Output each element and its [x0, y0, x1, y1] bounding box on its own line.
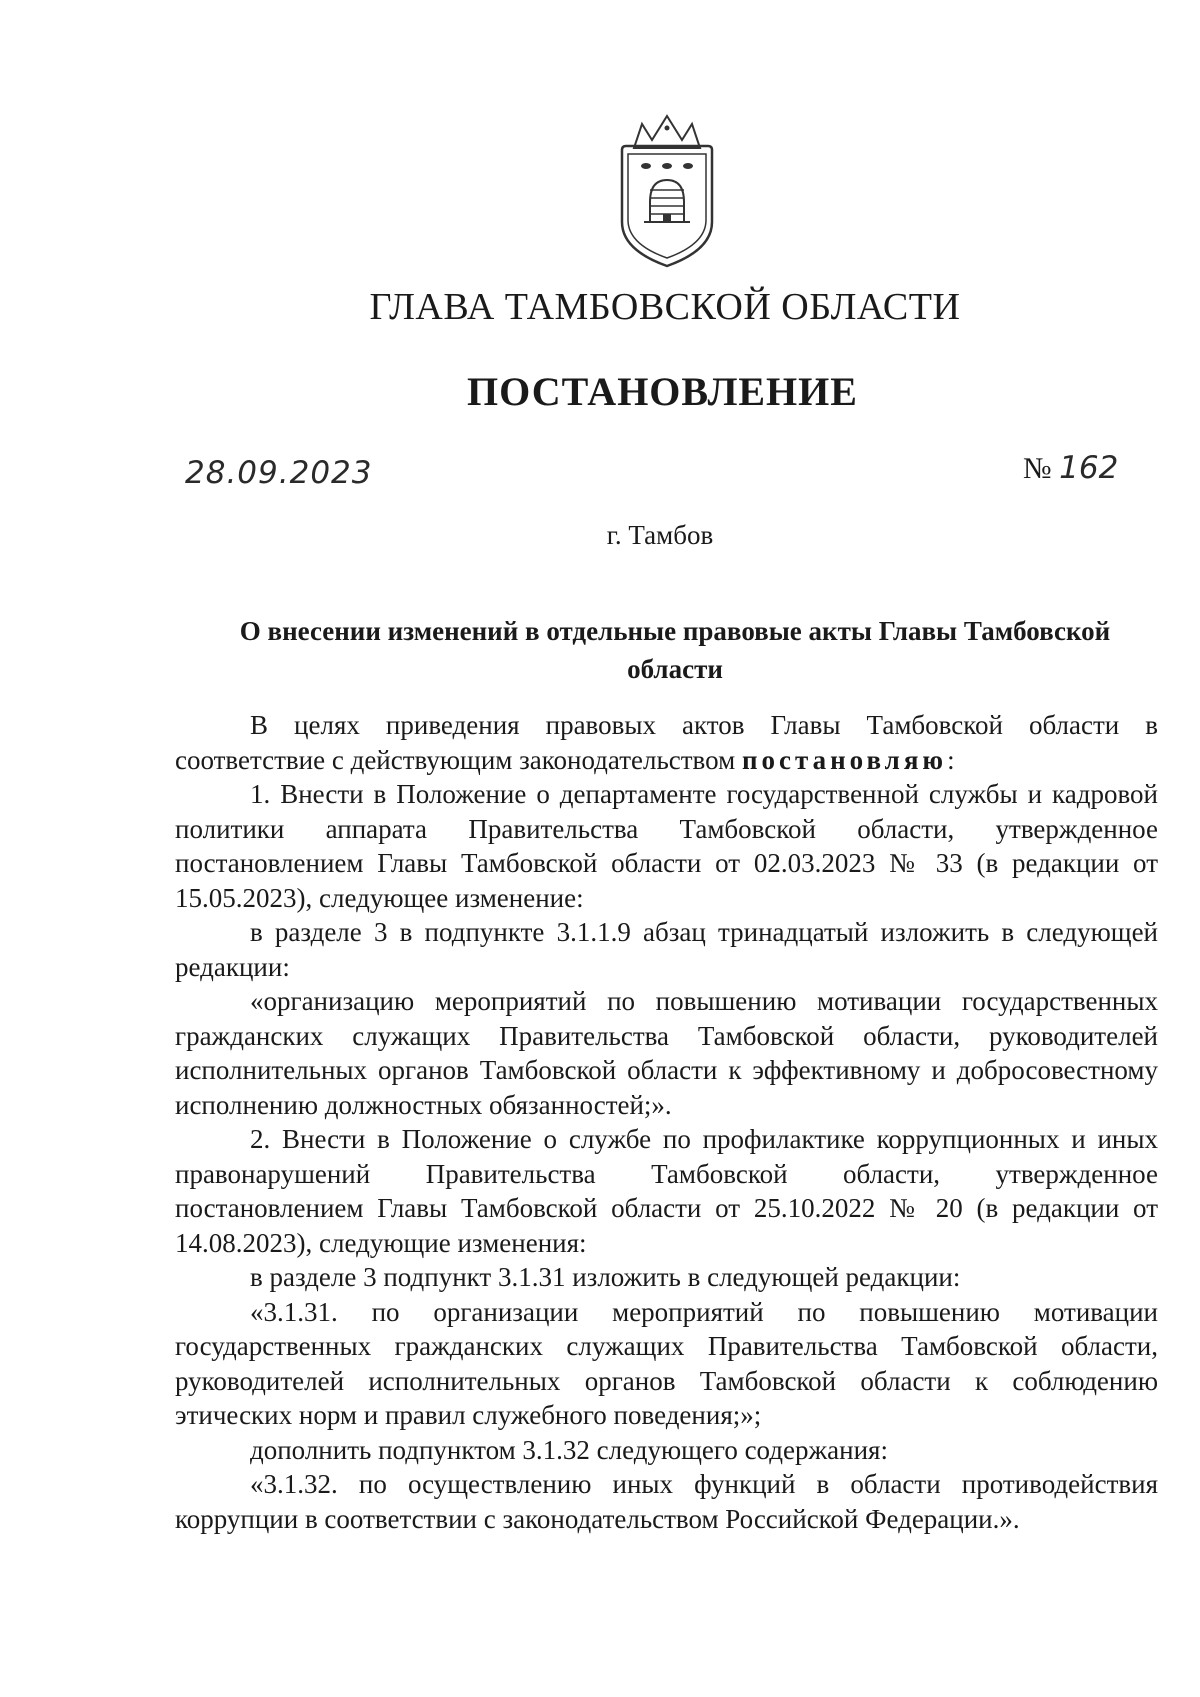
number-value: 162 — [1059, 450, 1119, 486]
coat-of-arms-icon — [612, 110, 722, 270]
document-date: 28.09.2023 — [185, 455, 373, 491]
number-prefix: № — [1023, 452, 1052, 485]
document-body — [175, 708, 1158, 1536]
paragraph-1: 1. Внести в Положение о департаменте государственной службы и кадровой политики аппарата Правительства Тамбовской области, утвержденное постановлением Главы Тамбовской области от 02.03.2023 № 33 (в редакции от 15.05.2023), следующее изменение: — [175, 779, 1158, 913]
preamble-paragraph — [175, 708, 1158, 777]
paragraph-1-b: «организацию мероприятий по повышению мотивации государственных гражданских служащих Правительства Тамбовской области, руководителей исполнительных органов Тамбовской области к эффективному и добросовестному исполнению должностных обязанностей;». — [175, 986, 1158, 1120]
document-type: ПОСТАНОВЛЕНИЕ — [467, 369, 858, 414]
paragraph-2-c: дополнить подпунктом 3.1.32 следующего содержания: — [250, 1434, 888, 1465]
paragraph-1-a: в разделе 3 в подпункте 3.1.1.9 абзац тринадцатый изложить в следующей редакции: — [175, 917, 1158, 982]
issuing-authority: ГЛАВА ТАМБОВСКОЙ ОБЛАСТИ — [369, 286, 961, 328]
paragraph-2-b: «3.1.31. по организации мероприятий по повышению мотивации государственных гражданских служащих Правительства Тамбовской области, руководителей исполнительных органов Тамбовской области к соблюдению этических норм и правил служебного поведения;»; — [175, 1296, 1158, 1430]
paragraph-2-a: в разделе 3 подпункт 3.1.31 изложить в следующей редакции: — [250, 1262, 961, 1292]
paragraph-2: 2. Внести в Положение о службе по профилактике коррупционных и иных правонарушений Правительства Тамбовской области, утвержденное постановлением Главы Тамбовской области от 25.10.2022 № 20 (в редакции от 14.08.2023), следующие изменения: — [175, 1124, 1158, 1258]
document-city: г. Тамбов — [606, 520, 714, 550]
preamble-text: В целях приведения правовых актов Главы Тамбовской области в соответствие с действующим законодательством — [175, 710, 1158, 775]
decree-word: постановляю — [741, 744, 948, 775]
document-number — [1023, 450, 1118, 486]
paragraph-2-d: «3.1.32. по осуществлению иных функций в области противодействия коррупции в соответствии с законодательством Российской Федерации.». — [175, 1469, 1158, 1534]
document-subject: О внесении изменений в отдельные правовые акты Главы Тамбовской области — [239, 616, 1111, 684]
decree-punct: : — [947, 744, 955, 775]
